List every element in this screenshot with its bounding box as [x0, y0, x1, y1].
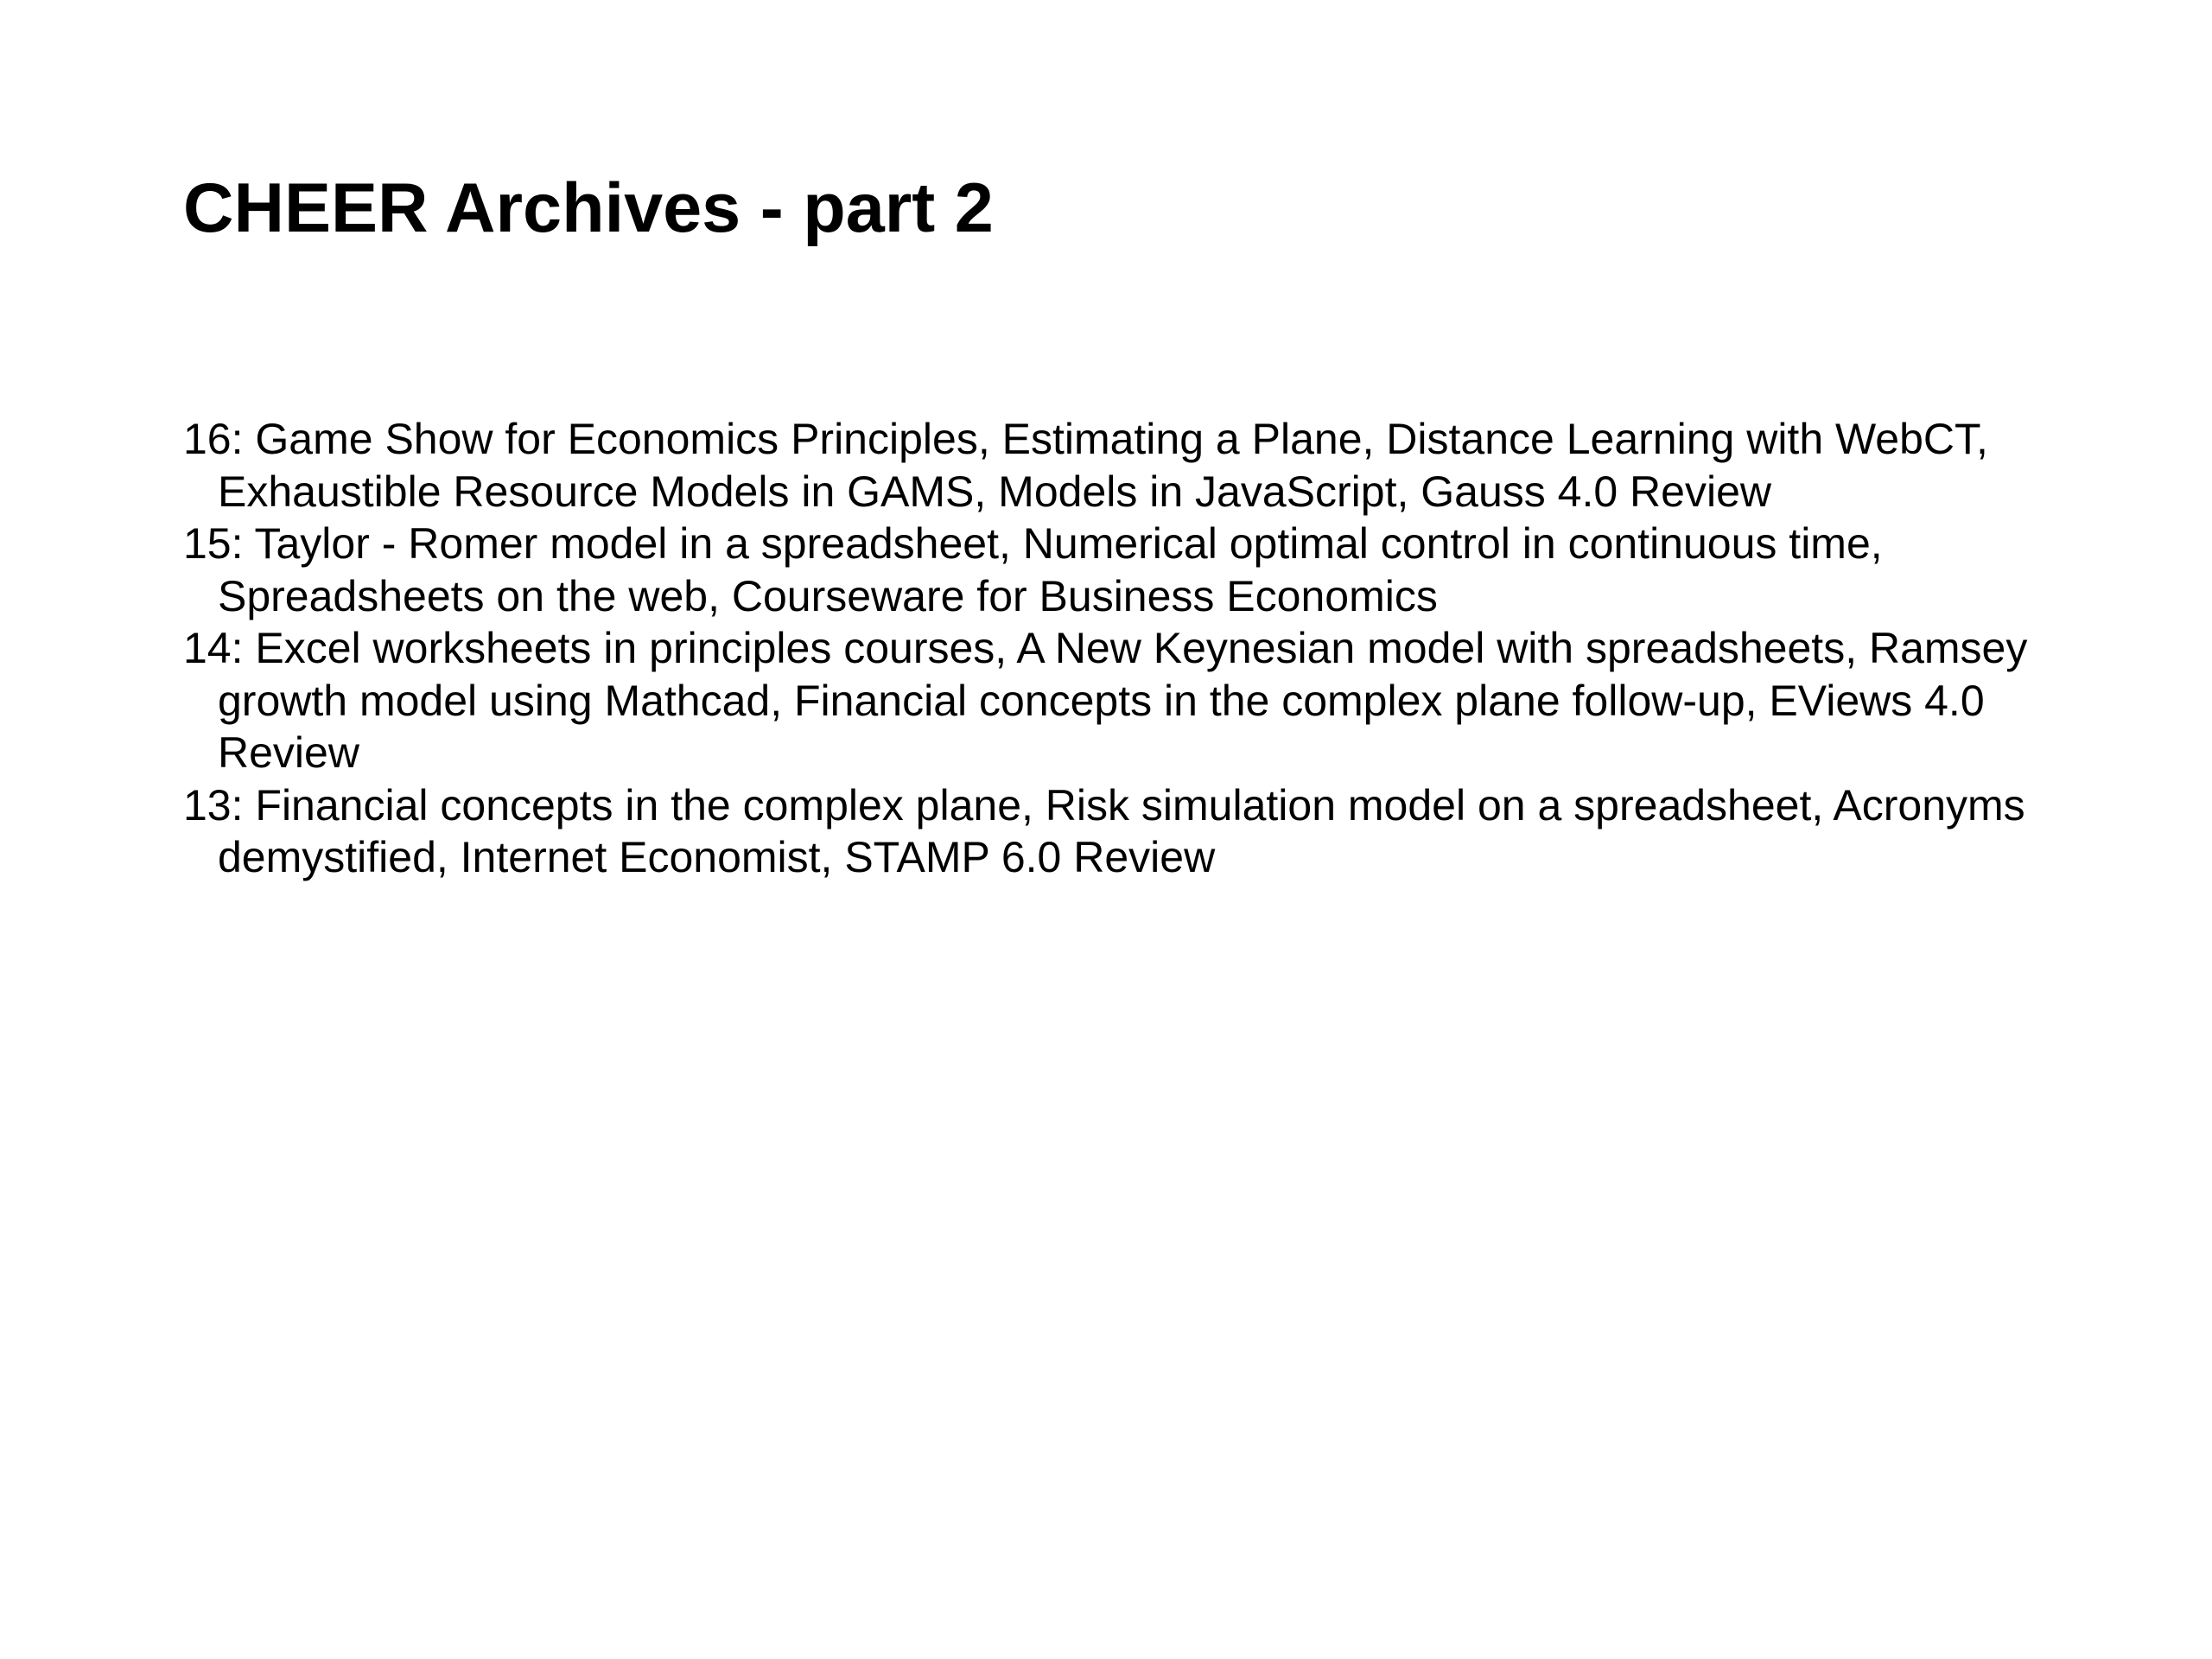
archive-list: [183, 413, 2067, 884]
archive-item-15: 15: Taylor - Romer model in a spreadsheet, Numerical optimal control in continuous time, Spreadsheets on the web, Courseware for Business Economics: [183, 519, 1883, 620]
archive-item-14: 14: Excel worksheets in principles courses, A New Keynesian model with spreadsheets, Ramsey growth model using Mathcad, Financial concepts in the complex plane follow-up, EViews 4.0 Review: [183, 624, 2028, 777]
page-title: CHEER Archives - part 2: [183, 169, 994, 247]
archive-item-16: 16: Game Show for Economics Principles, Estimating a Plane, Distance Learning with WebCT, Exhaustible Resource Models in GAMS, Models in JavaScript, Gauss 4.0 Review: [183, 415, 1988, 516]
archive-item-13: 13: Financial concepts in the complex plane, Risk simulation model on a spreadsheet, Acronyms demystified, Internet Economist, STAMP 6.0 Review: [183, 780, 2025, 881]
